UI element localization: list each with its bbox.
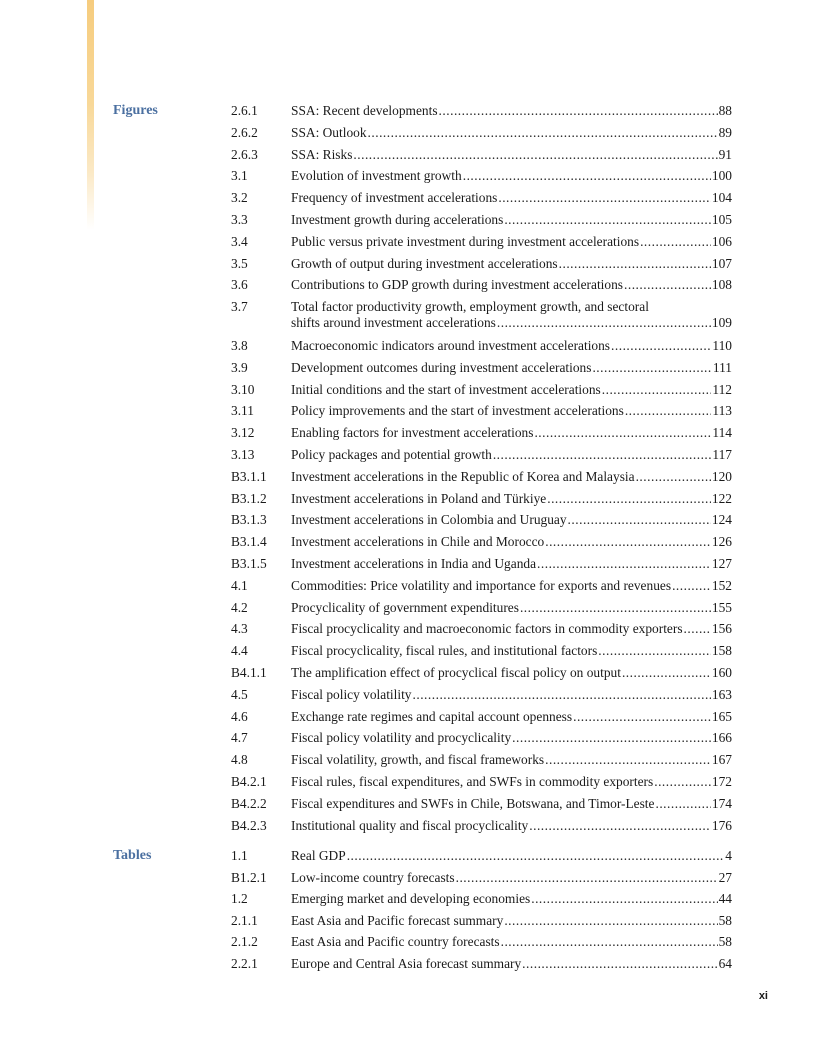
entry-number: 3.6 [231, 277, 248, 293]
entry-number: 4.6 [231, 708, 248, 724]
entry-page: 172 [711, 774, 732, 789]
entry-title: Exchange rate regimes and capital account openness [291, 708, 573, 724]
entry-number: 4.2 [231, 599, 248, 615]
entry-title: SSA: Recent developments [291, 103, 438, 118]
dot-leader [504, 212, 711, 228]
entry-number: B3.1.5 [231, 556, 267, 571]
entry-title: Policy improvements and the start of investment accelerations [291, 403, 624, 419]
page-number: xi [758, 990, 768, 1002]
entry-page: 91 [718, 146, 732, 162]
entry-number: 2.2.1 [231, 956, 258, 971]
entry-number: 3.3 [231, 212, 248, 227]
entry-title: Institutional quality and fiscal procyclicality [291, 817, 529, 833]
entry-page: 64 [718, 956, 732, 971]
entry-body [291, 103, 732, 119]
entry-number: 3.4 [231, 233, 248, 249]
entry-body [291, 818, 732, 834]
entry-body [291, 425, 732, 441]
entry-page: 4 [725, 848, 732, 863]
entry-title: SSA: Outlook [291, 124, 367, 140]
entry-page: 165 [711, 708, 732, 724]
dot-leader [537, 556, 711, 572]
entry-body [291, 125, 732, 141]
entry-body [291, 447, 732, 463]
entry-title: The amplification effect of procyclical fiscal policy on output [291, 665, 621, 680]
tables-heading: Tables [113, 848, 152, 863]
dot-leader [545, 534, 711, 550]
entry-title: Macroeconomic indicators around investment accelerations [291, 338, 611, 353]
entry-body [291, 600, 732, 616]
entry-page: 122 [711, 490, 732, 506]
entry-body [291, 752, 732, 768]
entry-title: Contributions to GDP growth during investment accelerations [291, 277, 623, 293]
dot-leader [545, 752, 711, 768]
entry-page: 88 [718, 103, 732, 118]
entry-number: B3.1.4 [231, 534, 267, 550]
entry-number: 3.1 [231, 168, 248, 184]
entry-page: 104 [711, 190, 732, 206]
entry-title: Fiscal expenditures and SWFs in Chile, Botswana, and Timor-Leste [291, 795, 655, 811]
entry-number: B4.1.1 [231, 665, 267, 680]
entry-page: 107 [711, 255, 732, 271]
entry-number: 3.5 [231, 255, 248, 271]
entry-page: 176 [711, 817, 732, 833]
entry-title: shifts around investment accelerations [291, 315, 496, 331]
entry-page: 89 [718, 124, 732, 140]
entry-body [291, 578, 732, 594]
entry-number: 4.5 [231, 686, 248, 702]
entry-title: Investment accelerations in Colombia and Uruguay [291, 512, 567, 528]
entry-title: Investment growth during accelerations [291, 212, 504, 227]
dot-leader [573, 709, 711, 725]
entry-number: B4.2.1 [231, 774, 267, 789]
entry-body [291, 168, 732, 184]
entry-body [291, 934, 732, 950]
entry-body [291, 299, 732, 331]
entry-number: 2.6.2 [231, 124, 258, 140]
entry-title: Enabling factors for investment accelerations [291, 425, 534, 441]
entry-page: 155 [711, 599, 732, 615]
dot-leader [592, 360, 711, 376]
entry-title: Evolution of investment growth [291, 168, 462, 184]
entry-page: 110 [712, 338, 732, 353]
entry-number: B1.2.1 [231, 869, 267, 885]
dot-leader [439, 103, 718, 119]
dot-leader [463, 168, 711, 184]
entry-page: 166 [711, 730, 732, 746]
entry-page: 111 [712, 359, 732, 375]
dot-leader [512, 730, 711, 746]
dot-leader [520, 600, 711, 616]
entry-body [291, 643, 732, 659]
entry-number: 2.6.1 [231, 103, 258, 118]
entry-body [291, 147, 732, 163]
dot-leader [640, 234, 711, 250]
entry-number: 3.2 [231, 190, 248, 206]
entry-page: 152 [711, 577, 732, 593]
entry-page: 127 [711, 556, 732, 571]
entry-body [291, 891, 732, 907]
dot-leader [504, 913, 717, 929]
dot-leader [547, 491, 711, 507]
entry-title: Fiscal policy volatility and procyclicality [291, 730, 512, 746]
dot-leader [636, 469, 711, 485]
dot-leader [625, 403, 712, 419]
entry-page: 106 [711, 233, 732, 249]
accent-bar [87, 0, 94, 230]
entry-page: 126 [711, 534, 732, 550]
dot-leader [531, 891, 717, 907]
entry-page: 58 [718, 912, 732, 928]
dot-leader [684, 621, 711, 637]
entry-title: Fiscal rules, fiscal expenditures, and SWFs in commodity exporters [291, 774, 654, 789]
entry-number: 3.13 [231, 447, 255, 462]
dot-leader [602, 382, 712, 398]
figures-heading: Figures [113, 103, 158, 118]
entry-body [291, 277, 732, 293]
entry-page: 160 [711, 665, 732, 680]
entry-page: 174 [711, 795, 732, 811]
entry-title: Public versus private investment during investment accelerations [291, 233, 640, 249]
entry-page: 163 [711, 686, 732, 702]
entry-number: B4.2.3 [231, 817, 267, 833]
entry-title: Development outcomes during investment accelerations [291, 359, 592, 375]
dot-leader [622, 665, 711, 681]
entry-body [291, 534, 732, 550]
entry-number: 4.8 [231, 752, 248, 768]
entry-body [291, 360, 732, 376]
entry-title: Commodities: Price volatility and importance for exports and revenues [291, 577, 672, 593]
entry-number: 3.12 [231, 425, 255, 441]
entry-body [291, 190, 732, 206]
dot-leader [559, 256, 711, 272]
entry-number: 3.8 [231, 338, 248, 353]
entry-body [291, 730, 732, 746]
entry-page: 105 [711, 212, 732, 227]
entry-number: B3.1.1 [231, 468, 267, 484]
entry-body [291, 234, 732, 250]
entry-title: East Asia and Pacific country forecasts [291, 934, 500, 950]
entry-body [291, 848, 732, 864]
entry-body [291, 403, 732, 419]
entry-title: Fiscal policy volatility [291, 686, 412, 702]
entry-title: Emerging market and developing economies [291, 891, 531, 907]
entry-title-line: Total factor productivity growth, employment growth, and sectoral [291, 299, 649, 315]
entry-number: B3.1.3 [231, 512, 267, 528]
dot-leader [347, 848, 725, 864]
entry-body [291, 774, 732, 790]
entry-title: Real GDP [291, 848, 346, 863]
entry-page: 158 [711, 643, 732, 659]
entry-page: 27 [718, 869, 732, 885]
entry-title: Low-income country forecasts [291, 869, 455, 885]
entry-page: 120 [711, 468, 732, 484]
entry-title: Procyclicality of government expenditures [291, 599, 519, 615]
dot-leader [493, 447, 712, 463]
entry-title: Policy packages and potential growth [291, 447, 492, 462]
entry-page: 117 [712, 447, 732, 462]
entry-page: 100 [711, 168, 732, 184]
entry-number: 3.7 [231, 299, 248, 315]
entry-title: Fiscal procyclicality and macroeconomic factors in commodity exporters [291, 621, 683, 637]
entry-title: East Asia and Pacific forecast summary [291, 912, 504, 928]
entry-number: 3.11 [231, 403, 254, 419]
entry-body [291, 491, 732, 507]
dot-leader [624, 277, 711, 293]
entry-body [291, 913, 732, 929]
dot-leader [534, 425, 711, 441]
entry-number: B4.2.2 [231, 795, 267, 811]
entry-page: 124 [711, 512, 732, 528]
entry-number: 4.4 [231, 643, 248, 659]
entry-page: 108 [711, 277, 732, 293]
entry-number: 1.1 [231, 848, 248, 863]
entry-title: Initial conditions and the start of investment accelerations [291, 381, 601, 397]
dot-leader [611, 338, 711, 354]
entry-body [291, 621, 732, 637]
entry-body [291, 956, 732, 972]
entry-title: SSA: Risks [291, 146, 353, 162]
entry-page: 109 [711, 315, 732, 331]
dot-leader [522, 956, 717, 972]
dot-leader [368, 125, 718, 141]
entry-title: Investment accelerations in Poland and Türkiye [291, 490, 547, 506]
entry-body [291, 556, 732, 572]
dot-leader [501, 934, 718, 950]
entry-body [291, 512, 732, 528]
entry-number: 2.1.1 [231, 912, 258, 928]
entry-body [291, 256, 732, 272]
entry-number: B3.1.2 [231, 490, 267, 506]
entry-body [291, 687, 732, 703]
dot-leader [497, 315, 711, 331]
entry-title: Europe and Central Asia forecast summary [291, 956, 522, 971]
entry-number: 2.6.3 [231, 146, 258, 162]
entry-page: 114 [712, 425, 732, 441]
dot-leader [413, 687, 711, 703]
entry-page: 167 [711, 752, 732, 768]
entry-page: 58 [718, 934, 732, 950]
entry-title: Frequency of investment accelerations [291, 190, 498, 206]
entry-body [291, 709, 732, 725]
dot-leader [568, 512, 711, 528]
dot-leader [654, 774, 711, 790]
entry-number: 1.2 [231, 891, 248, 907]
entry-body [291, 338, 732, 354]
entry-title: Investment accelerations in India and Uganda [291, 556, 537, 571]
entry-title: Growth of output during investment accelerations [291, 255, 558, 271]
dot-leader [672, 578, 711, 594]
dot-leader [655, 796, 710, 812]
entry-body [291, 665, 732, 681]
entry-body [291, 212, 732, 228]
entry-body [291, 382, 732, 398]
entry-number: 4.7 [231, 730, 248, 746]
entry-number: 4.3 [231, 621, 248, 637]
entry-body [291, 796, 732, 812]
entry-number: 2.1.2 [231, 934, 258, 950]
entry-number: 4.1 [231, 577, 248, 593]
dot-leader [498, 190, 711, 206]
dot-leader [529, 818, 711, 834]
dot-leader [598, 643, 711, 659]
entry-title: Fiscal procyclicality, fiscal rules, and institutional factors [291, 643, 598, 659]
dot-leader [456, 870, 718, 886]
entry-title: Investment accelerations in Chile and Morocco [291, 534, 545, 550]
entry-body [291, 469, 732, 485]
entry-title: Investment accelerations in the Republic of Korea and Malaysia [291, 468, 635, 484]
entry-number: 3.10 [231, 381, 255, 397]
dot-leader [353, 147, 717, 163]
entry-page: 44 [718, 891, 732, 907]
entry-body [291, 870, 732, 886]
entry-page: 112 [712, 381, 732, 397]
entry-page: 113 [712, 403, 732, 419]
entry-number: 3.9 [231, 359, 248, 375]
entry-title: Fiscal volatility, growth, and fiscal frameworks [291, 752, 545, 768]
entry-page: 156 [711, 621, 732, 637]
